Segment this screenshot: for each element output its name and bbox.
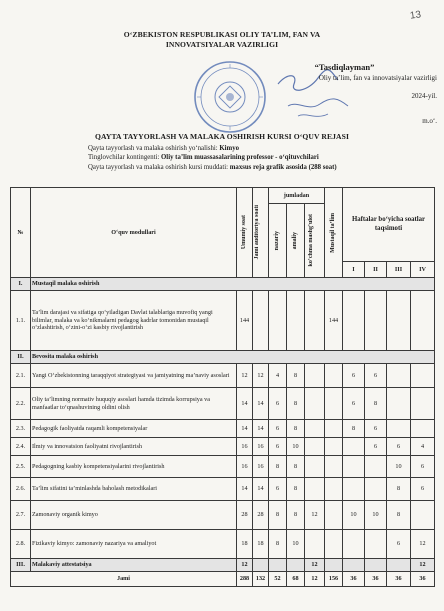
- header-modules: O‘quv modullari: [31, 188, 237, 278]
- section-title: Bevosita malaka oshirish: [31, 351, 435, 364]
- cell-w1: 8: [343, 420, 365, 438]
- cell-aml: 8: [287, 478, 305, 501]
- cell-w3: 36: [387, 572, 411, 587]
- cell-kch: 12: [305, 501, 325, 530]
- cell-w2: 6: [365, 438, 387, 456]
- header-practical: amaliy: [287, 204, 305, 278]
- cell-aud: 12: [253, 364, 269, 388]
- header-weekly: Haftalar bo‘yicha soatlar taqsimoti: [343, 188, 435, 262]
- cell-naz: 8: [269, 530, 287, 559]
- cell-w2: [365, 291, 387, 351]
- cell-aml: 10: [287, 438, 305, 456]
- cell-aml: 8: [287, 364, 305, 388]
- table-row: [11, 388, 435, 420]
- cell-w4: [411, 420, 435, 438]
- cell-w4: 12: [411, 530, 435, 559]
- cell-w1: 10: [343, 501, 365, 530]
- row-index: II.: [11, 351, 31, 364]
- cell-total: 14: [237, 420, 253, 438]
- cell-w3: 6: [387, 530, 411, 559]
- document-meta: [88, 144, 428, 172]
- module-name: Ta’lim darajasi va sifatiga qo‘yiladigan Davlat talablariga muvofiq yangi bilimlar, malaka va ko‘nikmalarni pedagog kadrlar tomonidan mustaqil o‘zlashtirish, o‘zini-o‘zi kasbiy rivojlantirish: [31, 291, 237, 351]
- cell-mus: [325, 388, 343, 420]
- module-name: Zamonaviy organik kimyo: [31, 501, 237, 530]
- cell-w1: [343, 291, 365, 351]
- cell-naz: 6: [269, 438, 287, 456]
- cell-w2: [365, 559, 387, 572]
- module-name: Malakaviy attestatsiya: [31, 559, 237, 572]
- cell-mus: [325, 559, 343, 572]
- header-week-1: I: [343, 262, 365, 278]
- row-index: I.: [11, 278, 31, 291]
- row-index: 2.8.: [11, 530, 31, 559]
- page-number: 13: [409, 9, 422, 22]
- cell-w1: [343, 438, 365, 456]
- header-total: Umumiy soat: [237, 188, 253, 278]
- cell-aml: 10: [287, 530, 305, 559]
- cell-w4: [411, 388, 435, 420]
- cell-mus: [325, 478, 343, 501]
- row-index: 2.6.: [11, 478, 31, 501]
- cell-total: 14: [237, 478, 253, 501]
- meta-direction: Qayta tayyorlash va malaka oshirish yo‘nalishi: Kimyo: [88, 145, 240, 152]
- cell-w2: 10: [365, 501, 387, 530]
- row-index: 2.5.: [11, 456, 31, 478]
- cell-naz: 8: [269, 456, 287, 478]
- cell-total: 16: [237, 456, 253, 478]
- cell-aud: 16: [253, 438, 269, 456]
- cell-kch: 12: [305, 572, 325, 587]
- cell-aud: 14: [253, 478, 269, 501]
- module-name: Oliy ta’limning normativ huquqiy asoslari hamda tizimda korrupsiya va manfaatlar to‘qnashuvining oldini olish: [31, 388, 237, 420]
- row-index: 2.1.: [11, 364, 31, 388]
- cell-naz: [269, 291, 287, 351]
- module-name: Fizikaviy kimyo: zamonaviy nazariya va amaliyot: [31, 530, 237, 559]
- cell-w1: [343, 559, 365, 572]
- cell-mus: [325, 438, 343, 456]
- cell-aml: [287, 291, 305, 351]
- cell-naz: 4: [269, 364, 287, 388]
- cell-aml: [287, 559, 305, 572]
- cell-aud: 14: [253, 420, 269, 438]
- approval-heading: “Tasdiqlayman”: [314, 62, 375, 72]
- cell-aud: [253, 559, 269, 572]
- cell-w3: [387, 559, 411, 572]
- document-title: QAYTA TAYYORLASH VA MALAKA OSHIRISH KURSI O‘QUV REJASI: [94, 132, 350, 141]
- cell-w4: 6: [411, 478, 435, 501]
- cell-w4: 6: [411, 456, 435, 478]
- table-row: [11, 559, 435, 572]
- cell-aud: 132: [253, 572, 269, 587]
- cell-kch: [305, 364, 325, 388]
- header-including: jumladan: [269, 188, 325, 204]
- cell-total: 288: [237, 572, 253, 587]
- header-theoretical: nazariy: [269, 204, 287, 278]
- cell-total: 28: [237, 501, 253, 530]
- cell-mus: [325, 530, 343, 559]
- cell-w3: [387, 291, 411, 351]
- cell-total: 16: [237, 438, 253, 456]
- header-no: №: [11, 188, 31, 278]
- cell-w4: [411, 364, 435, 388]
- cell-kch: [305, 478, 325, 501]
- section-row: [11, 278, 435, 291]
- module-name: Ta’lim sifatini ta’minlashda baholash metodikalari: [31, 478, 237, 501]
- cell-w2: [365, 530, 387, 559]
- cell-w3: [387, 388, 411, 420]
- cell-w1: [343, 530, 365, 559]
- cell-mus: 156: [325, 572, 343, 587]
- curriculum-body: [11, 278, 435, 587]
- cell-aud: 18: [253, 530, 269, 559]
- row-index: 2.4.: [11, 438, 31, 456]
- curriculum-table: [10, 187, 435, 587]
- ministry-line-2: INNOVATSIYALAR VAZIRLIGI: [165, 40, 279, 49]
- cell-w3: 10: [387, 456, 411, 478]
- cell-w2: [365, 456, 387, 478]
- cell-w3: 6: [387, 438, 411, 456]
- row-index: III.: [11, 559, 31, 572]
- cell-aml: 8: [287, 456, 305, 478]
- cell-mus: [325, 364, 343, 388]
- cell-aud: 14: [253, 388, 269, 420]
- module-name: Pedagogik faoliyatda raqamli kompetensiyalar: [31, 420, 237, 438]
- cell-kch: 12: [305, 559, 325, 572]
- cell-mus: [325, 420, 343, 438]
- cell-kch: [305, 456, 325, 478]
- cell-mus: [325, 456, 343, 478]
- cell-aud: [253, 291, 269, 351]
- cell-w4: [411, 291, 435, 351]
- row-index: 2.2.: [11, 388, 31, 420]
- total-label: Jami: [11, 572, 237, 587]
- cell-w4: [411, 501, 435, 530]
- table-row: [11, 456, 435, 478]
- header-week-4: IV: [411, 262, 435, 278]
- cell-mus: 144: [325, 291, 343, 351]
- table-row: [11, 420, 435, 438]
- cell-naz: 52: [269, 572, 287, 587]
- cell-naz: 6: [269, 478, 287, 501]
- header-auditory: Jami auditoriya soati: [253, 188, 269, 278]
- meta-contingent: Tinglovchilar kontingenti: Oliy ta’lim muassasalarining professor - o‘qituvchilari: [88, 154, 319, 162]
- cell-naz: 6: [269, 388, 287, 420]
- header-week-3: III: [387, 262, 411, 278]
- table-row: [11, 530, 435, 559]
- cell-w2: 36: [365, 572, 387, 587]
- module-name: Ilmiy va innovatsion faoliyatni rivojlantirish: [31, 438, 237, 456]
- cell-w2: [365, 478, 387, 501]
- cell-aud: 28: [253, 501, 269, 530]
- approval-year: 2024-yil.: [411, 92, 437, 100]
- cell-naz: 8: [269, 501, 287, 530]
- cell-w4: 36: [411, 572, 435, 587]
- approval-block: [232, 62, 437, 127]
- ministry-header: [0, 30, 444, 50]
- table-row: [11, 291, 435, 351]
- cell-kch: [305, 420, 325, 438]
- cell-aml: 8: [287, 501, 305, 530]
- cell-naz: [269, 559, 287, 572]
- cell-aud: 16: [253, 456, 269, 478]
- cell-kch: [305, 438, 325, 456]
- cell-w2: 6: [365, 420, 387, 438]
- row-index: 2.7.: [11, 501, 31, 530]
- cell-kch: [305, 530, 325, 559]
- row-index: 2.3.: [11, 420, 31, 438]
- cell-kch: [305, 388, 325, 420]
- header-week-2: II: [365, 262, 387, 278]
- approval-ministry: Oliy ta’lim, fan va innovatsiyalar vazirligi: [318, 74, 437, 82]
- module-name: Yangi O‘zbekistonning taraqqiyot strategiyasi va jamiyatning ma’naviy asoslari: [31, 364, 237, 388]
- cell-w3: [387, 364, 411, 388]
- table-row: [11, 478, 435, 501]
- cell-total: 144: [237, 291, 253, 351]
- cell-w3: 8: [387, 501, 411, 530]
- header-field: ko‘chma mashg‘ulot: [305, 204, 325, 278]
- table-row: [11, 364, 435, 388]
- cell-w3: [387, 420, 411, 438]
- cell-total: 18: [237, 530, 253, 559]
- cell-mus: [325, 501, 343, 530]
- total-row: [11, 572, 435, 587]
- meta-duration: Qayta tayyorlash va malaka oshirish kursi muddati: maxsus reja grafik asosida (288 soat): [88, 163, 337, 171]
- cell-aml: 68: [287, 572, 305, 587]
- table-row: [11, 438, 435, 456]
- cell-w1: 36: [343, 572, 365, 587]
- module-name: Pedagogning kasbiy kompetensiyalarini rivojlantirish: [31, 456, 237, 478]
- cell-kch: [305, 291, 325, 351]
- header-independent: Mustaqil ta’lim: [325, 188, 343, 278]
- cell-w1: 6: [343, 388, 365, 420]
- cell-naz: 6: [269, 420, 287, 438]
- cell-aml: 8: [287, 388, 305, 420]
- ministry-line-1: O‘ZBEKISTON RESPUBLIKASI OLIY TA’LIM, FAN VA: [123, 30, 321, 39]
- row-index: 1.1.: [11, 291, 31, 351]
- cell-w1: [343, 478, 365, 501]
- cell-w1: [343, 456, 365, 478]
- approval-seal-mark: m.o‘.: [422, 117, 437, 125]
- section-title: Mustaqil malaka oshirish: [31, 278, 435, 291]
- cell-total: 12: [237, 559, 253, 572]
- cell-w3: 8: [387, 478, 411, 501]
- cell-w4: 12: [411, 559, 435, 572]
- table-row: [11, 501, 435, 530]
- cell-w4: 4: [411, 438, 435, 456]
- cell-total: 12: [237, 364, 253, 388]
- cell-w2: 8: [365, 388, 387, 420]
- section-row: [11, 351, 435, 364]
- cell-aml: 8: [287, 420, 305, 438]
- cell-w1: 6: [343, 364, 365, 388]
- cell-total: 14: [237, 388, 253, 420]
- cell-w2: 6: [365, 364, 387, 388]
